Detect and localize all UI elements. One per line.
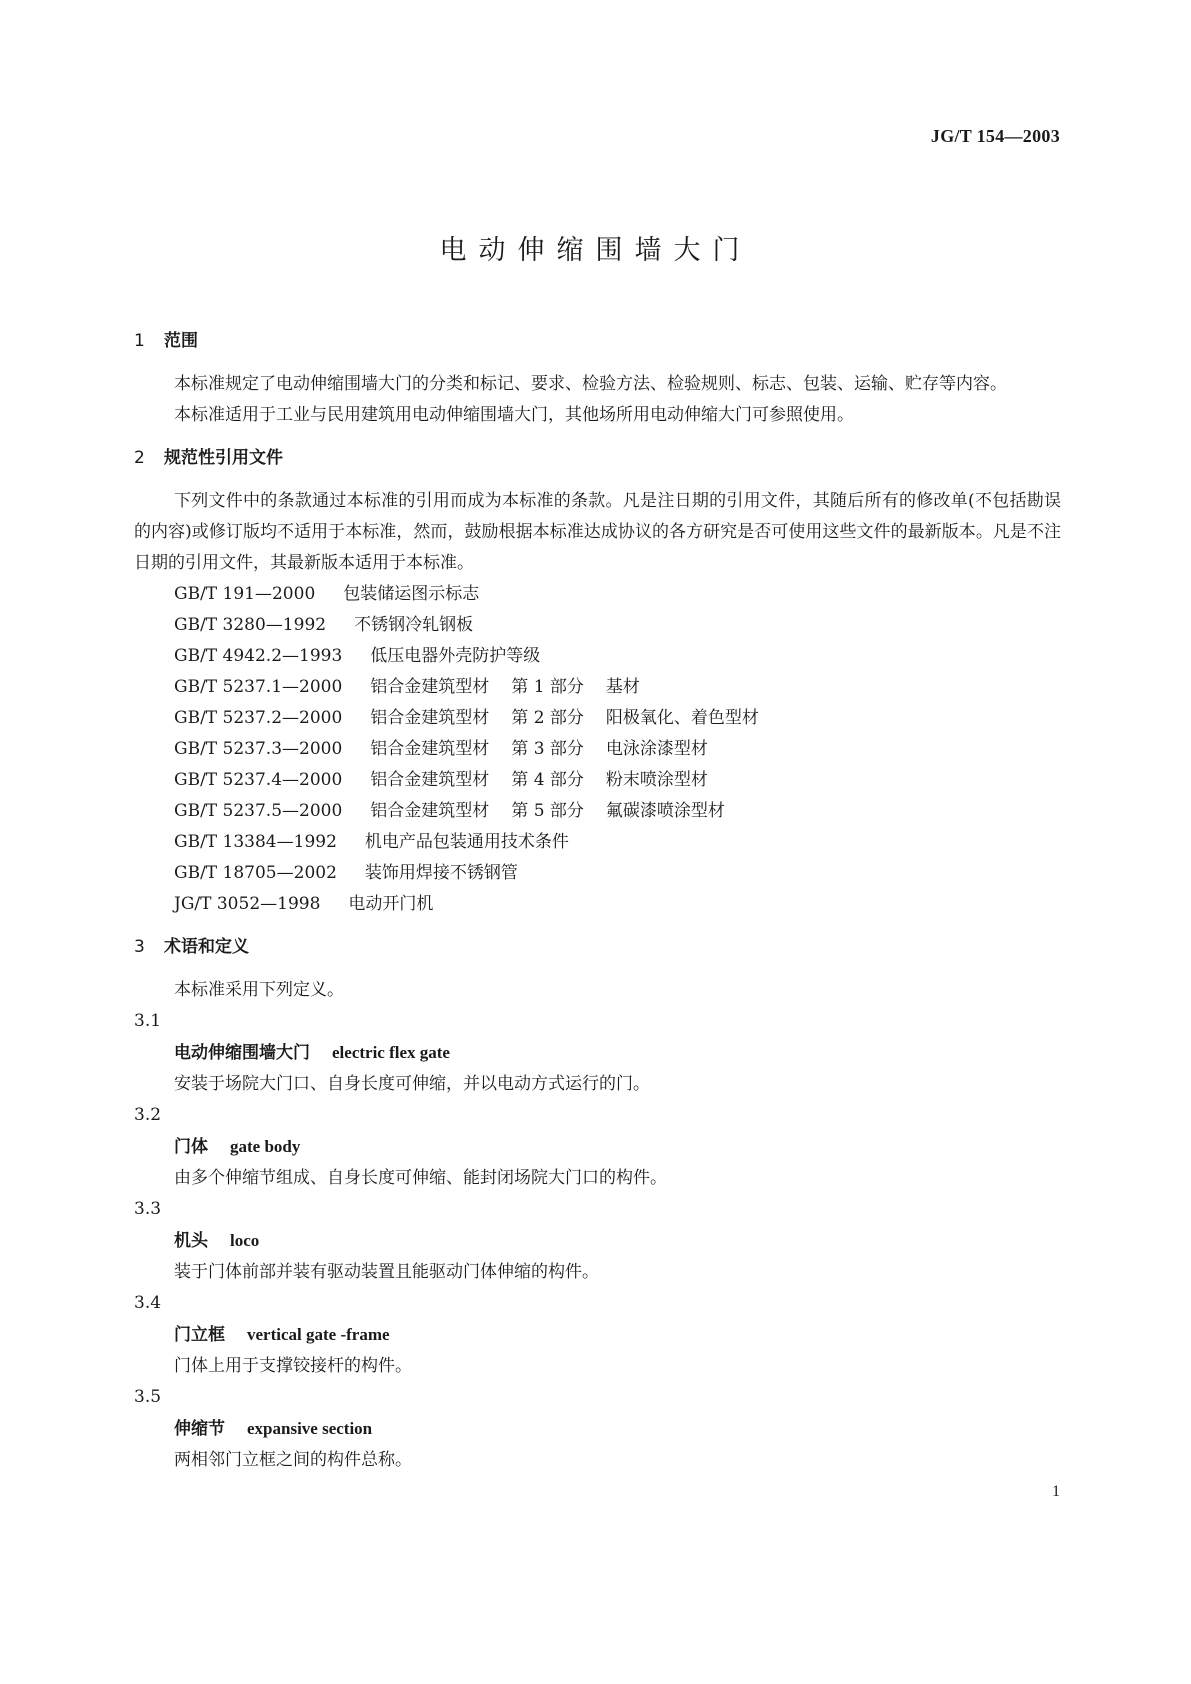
term-definition: 两相邻门立框之间的构件总称。 xyxy=(174,1450,412,1470)
reference-item xyxy=(174,796,1061,827)
section-number: 3 xyxy=(134,937,145,957)
reference-subtitle: 粉末喷涂型材 xyxy=(605,770,708,790)
term-chinese: 电动伸缩围墙大门 xyxy=(174,1043,310,1063)
reference-item xyxy=(174,672,1061,703)
reference-code: GB/T 5237.5—2000 xyxy=(174,801,343,821)
term-entry xyxy=(174,1131,1061,1163)
reference-title: 铝合金建筑型材 xyxy=(370,739,490,759)
term-entry xyxy=(174,1413,1061,1445)
term-english: gate body xyxy=(230,1137,301,1156)
term-entry xyxy=(174,1225,1061,1257)
section-title: 术语和定义 xyxy=(164,937,249,957)
section-number: 1 xyxy=(134,331,145,351)
reference-title: 包装储运图示标志 xyxy=(343,584,480,604)
reference-title: 铝合金建筑型材 xyxy=(370,708,490,728)
section-title: 范围 xyxy=(164,331,198,351)
reference-subtitle: 基材 xyxy=(605,677,640,697)
reference-code: GB/T 3280—1992 xyxy=(174,615,327,635)
paragraph: 下列文件中的条款通过本标准的引用而成为本标准的条款。凡是注日期的引用文件，其随后所有的修改单(不包括勘误的内容)或修订版均不适用于本标准，然而，鼓励根据本标准达成协议的各方研究是否可使用这些文件的最新版本。凡是不注日期的引用文件，其最新版本适用于本标准。 xyxy=(134,491,1061,573)
reference-part: 第 5 部分 xyxy=(511,801,584,821)
reference-code: GB/T 5237.1—2000 xyxy=(174,677,343,697)
term-definition: 安装于场院大门口、自身长度可伸缩，并以电动方式运行的门。 xyxy=(174,1074,650,1094)
reference-item xyxy=(174,765,1061,796)
reference-code: GB/T 18705—2002 xyxy=(174,863,337,883)
reference-code: GB/T 191—2000 xyxy=(174,584,316,604)
term-entry xyxy=(174,1319,1061,1351)
term-chinese: 机头 xyxy=(174,1231,208,1251)
reference-item xyxy=(174,889,1061,920)
term-definition: 装于门体前部并装有驱动装置且能驱动门体伸缩的构件。 xyxy=(174,1262,599,1282)
reference-item xyxy=(174,858,1061,889)
term-number: 3.2 xyxy=(134,1105,162,1125)
reference-subtitle: 阳极氧化、着色型材 xyxy=(605,708,759,728)
term-entry xyxy=(174,1037,1061,1069)
term-english: loco xyxy=(230,1231,260,1250)
reference-item xyxy=(174,703,1061,734)
paragraph: 本标准采用下列定义。 xyxy=(174,980,344,1000)
term-english: electric flex gate xyxy=(332,1043,450,1062)
section-1-heading xyxy=(134,326,1061,357)
reference-title: 机电产品包装通用技术条件 xyxy=(364,832,569,852)
section-2-heading xyxy=(134,443,1061,474)
reference-code: JG/T 3052—1998 xyxy=(174,894,321,914)
reference-part: 第 4 部分 xyxy=(511,770,584,790)
term-definition: 门体上用于支撑铰接杆的构件。 xyxy=(174,1356,412,1376)
term-chinese: 伸缩节 xyxy=(174,1419,225,1439)
document-title: 电动伸缩围墙大门 xyxy=(439,235,752,266)
reference-title: 装饰用焊接不锈钢管 xyxy=(364,863,518,883)
reference-part: 第 3 部分 xyxy=(511,739,584,759)
reference-subtitle: 氟碳漆喷涂型材 xyxy=(605,801,725,821)
section-title: 规范性引用文件 xyxy=(164,448,283,468)
reference-title: 铝合金建筑型材 xyxy=(370,801,490,821)
term-number: 3.3 xyxy=(134,1199,162,1219)
section-number: 2 xyxy=(134,448,145,468)
term-english: expansive section xyxy=(247,1419,373,1438)
standard-code: JG/T 154—2003 xyxy=(930,126,1060,146)
reference-title: 不锈钢冷轧钢板 xyxy=(354,615,474,635)
term-number: 3.5 xyxy=(134,1387,162,1407)
reference-title: 铝合金建筑型材 xyxy=(370,770,490,790)
term-chinese: 门体 xyxy=(174,1137,208,1157)
reference-item xyxy=(174,827,1061,858)
page-number: 1 xyxy=(1052,1483,1060,1500)
reference-item xyxy=(174,610,1061,641)
reference-part: 第 1 部分 xyxy=(511,677,584,697)
reference-part: 第 2 部分 xyxy=(511,708,584,728)
term-english: vertical gate -frame xyxy=(247,1325,390,1344)
reference-title: 电动开门机 xyxy=(348,894,434,914)
reference-code: GB/T 5237.3—2000 xyxy=(174,739,343,759)
reference-item xyxy=(174,641,1061,672)
term-number: 3.4 xyxy=(134,1293,162,1313)
document-body xyxy=(134,326,1061,1476)
reference-code: GB/T 13384—1992 xyxy=(174,832,337,852)
reference-item xyxy=(174,734,1061,765)
reference-title: 低压电器外壳防护等级 xyxy=(370,646,541,666)
term-number: 3.1 xyxy=(134,1011,162,1031)
paragraph: 本标准适用于工业与民用建筑用电动伸缩围墙大门，其他场所用电动伸缩大门可参照使用。 xyxy=(174,405,854,425)
section-3-heading xyxy=(134,932,1061,963)
term-definition: 由多个伸缩节组成、自身长度可伸缩、能封闭场院大门口的构件。 xyxy=(174,1168,667,1188)
term-chinese: 门立框 xyxy=(174,1325,225,1345)
paragraph: 本标准规定了电动伸缩围墙大门的分类和标记、要求、检验方法、检验规则、标志、包装、运输、贮存等内容。 xyxy=(174,374,1007,394)
reference-item xyxy=(174,579,1061,610)
reference-code: GB/T 5237.2—2000 xyxy=(174,708,343,728)
reference-code: GB/T 4942.2—1993 xyxy=(174,646,343,666)
reference-title: 铝合金建筑型材 xyxy=(370,677,490,697)
reference-subtitle: 电泳涂漆型材 xyxy=(605,739,708,759)
reference-code: GB/T 5237.4—2000 xyxy=(174,770,343,790)
